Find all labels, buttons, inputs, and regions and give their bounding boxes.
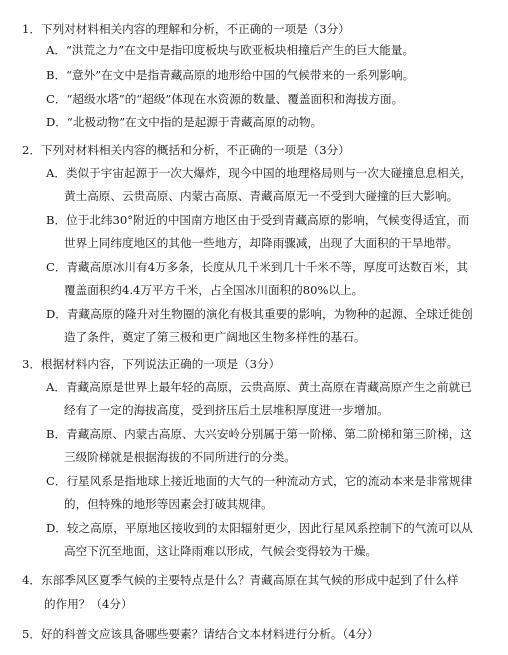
- question-2-stem: 2．下列对材料相关内容的概括和分析，不正确的一项是（3分）: [22, 143, 350, 157]
- question-2-option-b-line-2: 世界上同纬度地区的其他一些地方，却降雨骤减，出现了大面积的干旱地带。: [64, 236, 459, 250]
- question-3-option-d-line-2: 高空下沉至地面，这让降雨难以形成，气候会变得较为干燥。: [64, 544, 378, 558]
- question-3-stem: 3．根据材料内容，下列说法正确的一项是（3分）: [22, 357, 281, 371]
- question-3-option-b-line-2: 三级阶梯就是根据海拔的不同所进行的分类。: [64, 450, 296, 464]
- question-2-option-a-line-2: 黄土高原、云贵高原、内蒙古高原、青藏高原无一不受到大碰撞的巨大影响。: [64, 189, 459, 203]
- question-2-option-c-line-2: 覆盖面积约4.4万平方千米，占全国冰川面积的80%以上。: [64, 283, 364, 297]
- question-3-option-d-line-1: D．较之高原，平原地区接收到的太阳辐射更少，因此行星风系控制下的气流可以从: [46, 521, 473, 535]
- question-4-stem-line-2: 的作用？（4分）: [44, 597, 133, 611]
- question-2-option-a-line-1: A．类似于宇宙起源于一次大爆炸，现今中国的地理格局则与一次大碰撞息息相关，: [46, 166, 472, 180]
- question-3-option-c-line-2: 的，但特殊的地形等因素会打破其规律。: [64, 497, 273, 511]
- question-2-option-d-line-1: D．青藏高原的隆升对生物圈的演化有极其重要的影响，为物种的起源、全球迁徙创: [46, 307, 473, 321]
- question-2-option-d-line-2: 造了条件，奠定了第三极和更广阔地区生物多样性的基石。: [64, 330, 366, 344]
- question-2-option-b-line-1: B．位于北纬30°附近的中国南方地区由于受到青藏高原的影响，气候变得适宜，而: [46, 213, 470, 227]
- question-1-option-d: D．“北极动物”在文中指的是起源于青藏高原的动物。: [46, 115, 323, 129]
- question-1-option-a: A．“洪荒之力”在文中是指印度板块与欧亚板块相撞后产生的巨大能量。: [46, 43, 415, 57]
- question-3-option-a-line-2: 经有了一定的海拔高度，受到挤压后土层堆积厚度进一步增加。: [64, 403, 389, 417]
- question-5-stem: 5．好的科普文应该具备哪些要素？请结合文本材料进行分析。（4分）: [22, 627, 379, 641]
- question-3-option-a-line-1: A．青藏高原是世界上最年轻的高原，云贵高原、黄土高原在青藏高原产生之前就已: [46, 380, 472, 394]
- question-2-option-c-line-1: C．青藏高原冰川有4万多条，长度从几千米到几十千米不等，厚度可达数百米，其: [46, 260, 469, 274]
- question-3-option-c-line-1: C．行星风系是指地球上接近地面的大气的一种流动方式，它的流动本来是非常规律: [46, 474, 473, 488]
- question-4-stem-line-1: 4．东部季风区夏季气候的主要特点是什么？青藏高原在其气候的形成中起到了什么样: [22, 573, 459, 587]
- question-1-stem: 1．下列对材料相关内容的理解和分析，不正确的一项是（3分）: [22, 22, 350, 36]
- question-3-option-b-line-1: B．青藏高原、内蒙古高原、大兴安岭分别属于第一阶梯、第二阶梯和第三阶梯，这: [46, 427, 472, 441]
- question-1-option-c: C．“超级水塔”的“超级”体现在水资源的数量、覆盖面积和海拔方面。: [46, 92, 404, 106]
- question-1-option-b: B．“意外”在文中是指青藏高原的地形给中国的气候带来的一系列影响。: [46, 68, 415, 82]
